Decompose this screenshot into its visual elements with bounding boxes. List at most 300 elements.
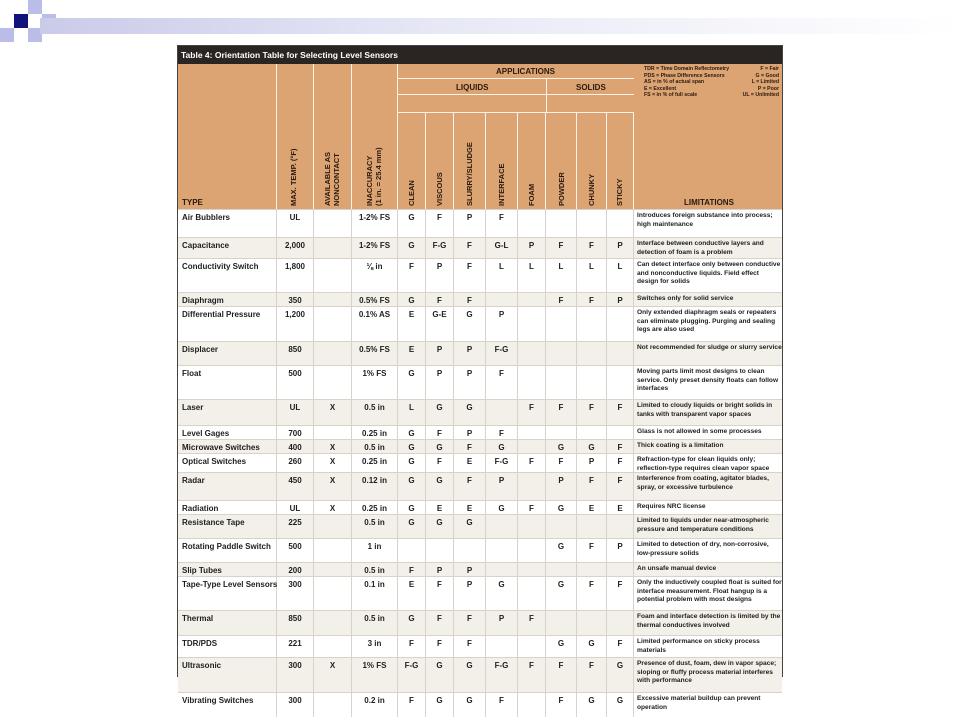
cell-clean: F [398,563,426,576]
cell-viscous: P [426,342,454,365]
cell-slurry [454,539,486,562]
cell-chunky: P [577,454,607,472]
cell-clean: F [398,636,426,657]
cell-interface: G [486,501,518,514]
cell-clean: G [398,515,426,538]
cell-viscous: G [426,693,454,717]
cell-type: Rotating Paddle Switch [178,539,277,562]
cell-viscous [426,539,454,562]
table-row [178,399,782,425]
cell-lim: Interference from coating, agitator blades, spray, or excessive turbulence [637,475,769,491]
table-figure [177,45,783,711]
cell-type: TDR/PDS [178,636,277,657]
cell-interface: F-G [486,658,518,692]
cell-viscous: G-E [426,307,454,341]
cell-slurry: F [454,440,486,453]
cell-powder: F [546,238,577,258]
cell-clean: E [398,307,426,341]
cell-inacc: 0.5% FS [352,293,398,306]
cell-lim: Refraction-type for clean liquids only; reflection-type requires clean vapor space [637,456,770,472]
cell-foam: F [518,454,546,472]
cell-type: Radar [178,473,277,500]
cell-foam [518,426,546,439]
cell-type: Thermal [178,611,277,635]
cell-inacc: 0.5% FS [352,342,398,365]
cell-temp: UL [277,210,314,237]
liquids-label: LIQUIDS [456,83,489,92]
cell-foam [518,577,546,610]
table-row [178,292,782,306]
cell-nc [314,426,352,439]
table-row [178,610,782,635]
cell-slurry: P [454,563,486,576]
cell-nc: X [314,400,352,425]
cell-type: Ultrasonic [178,658,277,692]
table-row [178,538,782,562]
cell-chunky [577,342,607,365]
cell-viscous: F [426,577,454,610]
cell-powder: G [546,636,577,657]
cell-lim: Introduces foreign substance into process; high maintenance [637,212,773,228]
cell-clean: L [398,400,426,425]
cell-slurry: P [454,366,486,399]
cell-sticky: G [607,658,634,692]
cell-nc [314,238,352,258]
cell-inacc: 0.25 in [352,501,398,514]
slide-title-bar [40,18,960,34]
cell-slurry: P [454,577,486,610]
cell-chunky: F [577,658,607,692]
table-row [178,635,782,657]
table-row [178,657,782,692]
cell-foam [518,210,546,237]
cell-inacc: ⅛ in [352,259,398,292]
cell-inacc: 0.1% AS [352,307,398,341]
cell-type: Displacer [178,342,277,365]
table-row [178,472,782,500]
table-row [178,576,782,610]
cell-temp: 700 [277,426,314,439]
cell-interface: F-G [486,454,518,472]
cell-interface [486,539,518,562]
cell-interface: P [486,307,518,341]
legend-row [644,92,779,99]
cell-nc [314,515,352,538]
table-row [178,365,782,399]
cell-temp: UL [277,501,314,514]
cell-type: Tape-Type Level Sensors [178,577,277,610]
cell-nc [314,259,352,292]
cell-sticky: F [607,440,634,453]
cell-chunky: F [577,238,607,258]
cell-lim: Only extended diaphragm seals or repeaters can eliminate plugging. Purging and sealing legs are also used [637,309,777,334]
cell-nc: X [314,454,352,472]
cell-interface: F [486,693,518,717]
cell-chunky: L [577,259,607,292]
cell-foam [518,539,546,562]
cell-powder: F [546,658,577,692]
cell-slurry: F [454,238,486,258]
cell-foam [518,515,546,538]
cell-viscous: F [426,426,454,439]
table-row [178,341,782,365]
table-row [178,306,782,341]
cell-interface: F-G [486,342,518,365]
table-row [178,562,782,576]
cell-lim: An unsafe manual device [637,565,717,572]
table-row [178,209,782,237]
cell-inacc: 0.25 in [352,454,398,472]
cell-powder: G [546,539,577,562]
cell-slurry: F [454,636,486,657]
table-row [178,237,782,258]
cell-inacc: 1 in [352,539,398,562]
cell-interface [486,400,518,425]
cell-sticky [607,563,634,576]
cell-clean [398,539,426,562]
cell-viscous: F [426,636,454,657]
cell-lim: Moving parts limit most designs to clean service. Only preset density floats can follow interfaces [637,368,779,393]
cell-powder: F [546,693,577,717]
column-label-divider [398,112,634,113]
cell-powder [546,307,577,341]
cell-foam [518,307,546,341]
cell-lim: Requires NRC license [637,503,706,510]
cell-inacc: 0.5 in [352,563,398,576]
table-row [178,514,782,538]
cell-type: Microwave Switches [178,440,277,453]
cell-chunky [577,307,607,341]
cell-chunky: G [577,440,607,453]
abbreviation-legend [641,64,782,124]
table-row [178,692,782,717]
cell-foam: P [518,238,546,258]
cell-lim: Thick coating is a limitation [637,442,724,449]
cell-nc [314,539,352,562]
cell-nc [314,210,352,237]
cell-type: Diaphragm [178,293,277,306]
cell-lim: Limited performance on sticky process materials [637,638,760,654]
cell-temp: 300 [277,658,314,692]
cell-powder: G [546,577,577,610]
cell-lim: Only the inductively coupled float is suited for interface measurement. Float hangup is a potential problem with most designs [637,579,782,604]
legend-term: F = Fair [760,66,779,72]
cell-type: Resistance Tape [178,515,277,538]
type-header: TYPE [182,198,203,207]
cell-foam: F [518,400,546,425]
cell-clean: F [398,693,426,717]
cell-clean: G [398,238,426,258]
table-row [178,425,782,439]
cell-powder: G [546,440,577,453]
cell-temp: 225 [277,515,314,538]
cell-inacc: 0.5 in [352,611,398,635]
liquids-solids-divider [398,94,634,95]
cell-inacc: 1-2% FS [352,238,398,258]
legend-term: FS = in % of full scale [644,92,698,98]
cell-inacc: 3 in [352,636,398,657]
inaccuracy-header-2: (1 in. = 25.4 mm) [374,147,383,206]
cell-nc [314,611,352,635]
cell-foam [518,366,546,399]
cell-slurry: G [454,307,486,341]
cell-clean: F-G [398,658,426,692]
cell-slurry: G [454,693,486,717]
inaccuracy-header-1: INACCURACY [365,155,374,206]
cell-clean: G [398,293,426,306]
cell-slurry: F [454,259,486,292]
cell-foam [518,473,546,500]
table-row [178,439,782,453]
cell-chunky: G [577,693,607,717]
cell-chunky [577,426,607,439]
header-type-col [178,64,277,209]
cell-lim: Interface between conductive layers and detection of foam is a problem [637,240,764,256]
legend-term: P = Poor [757,85,779,92]
cell-sticky: P [607,539,634,562]
cell-clean: G [398,611,426,635]
cell-clean: F [398,259,426,292]
cell-foam: L [518,259,546,292]
cell-sticky [607,342,634,365]
cell-powder [546,611,577,635]
cell-temp: 1,800 [277,259,314,292]
cell-lim: Limited to cloudy liquids or bright solids in tanks with transparent vapor spaces [637,402,773,418]
cell-inacc: 0.2 in [352,693,398,717]
cell-powder [546,366,577,399]
powder-header: POWDER [557,172,566,206]
cell-viscous: G [426,473,454,500]
cell-interface: P [486,473,518,500]
cell-temp: 260 [277,454,314,472]
cell-viscous: F-G [426,238,454,258]
cell-chunky [577,366,607,399]
foam-header: FOAM [527,183,536,206]
cell-temp: 450 [277,473,314,500]
cell-viscous: P [426,259,454,292]
cell-lim: Glass is not allowed in some processes [637,428,762,435]
sticky-header: STICKY [615,178,624,206]
cell-viscous: F [426,210,454,237]
cell-nc [314,693,352,717]
cell-type: Conductivity Switch [178,259,277,292]
cell-type: Slip Tubes [178,563,277,576]
cell-interface [486,636,518,657]
cell-clean: G [398,501,426,514]
cell-lim: Switches only for solid service [637,295,734,302]
viscous-header: VISCOUS [435,172,444,206]
cell-interface: G [486,440,518,453]
cell-viscous: E [426,501,454,514]
noncontact-header-2: NONCONTACT [332,153,341,206]
cell-inacc: 1% FS [352,658,398,692]
cell-sticky: F [607,400,634,425]
cell-clean: G [398,440,426,453]
cell-sticky [607,307,634,341]
cell-foam [518,342,546,365]
cell-powder: F [546,293,577,306]
cell-type: Vibrating Switches [178,693,277,717]
cell-chunky [577,210,607,237]
slurry-header: SLURRY/SLUDGE [465,142,474,206]
cell-viscous: G [426,440,454,453]
cell-powder [546,342,577,365]
cell-temp: UL [277,400,314,425]
applications-label: APPLICATIONS [496,67,555,76]
cell-sticky: P [607,293,634,306]
legend-term: AS = in % of actual span [644,79,705,85]
cell-lim: Presence of dust, foam, dew in vapor space; sloping or fluffy process material interferes with performance [637,660,777,685]
cell-temp: 1,200 [277,307,314,341]
cell-foam: F [518,611,546,635]
cell-lim: Excessive material buildup can prevent operation [637,695,761,711]
cell-powder: L [546,259,577,292]
cell-inacc: 0.5 in [352,400,398,425]
cell-temp: 400 [277,440,314,453]
cell-sticky: E [607,501,634,514]
cell-temp: 300 [277,693,314,717]
cell-powder: F [546,400,577,425]
cell-chunky: F [577,400,607,425]
table-header [178,64,782,209]
cell-interface: F [486,210,518,237]
solids-label: SOLIDS [576,83,606,92]
cell-sticky: F [607,577,634,610]
cell-chunky: G [577,636,607,657]
cell-foam: F [518,658,546,692]
cell-slurry: E [454,454,486,472]
cell-inacc: 0.1 in [352,577,398,610]
cell-inacc: 0.5 in [352,440,398,453]
cell-nc [314,293,352,306]
slide-deco-square [28,0,42,14]
cell-chunky [577,611,607,635]
cell-powder: P [546,473,577,500]
cell-foam [518,636,546,657]
cell-viscous: G [426,515,454,538]
cell-viscous: F [426,611,454,635]
cell-type: Optical Switches [178,454,277,472]
cell-clean: E [398,577,426,610]
cell-sticky: F [607,454,634,472]
cell-clean: E [398,342,426,365]
cell-sticky: L [607,259,634,292]
cell-temp: 850 [277,342,314,365]
cell-chunky: E [577,501,607,514]
legend-term: TDR = Time Domain Reflectometry [644,66,730,72]
cell-slurry: G [454,400,486,425]
cell-nc: X [314,440,352,453]
legend-term: L = Limited [751,79,779,85]
cell-interface: F [486,366,518,399]
cell-lim: Can detect interface only between conductive and nonconductive liquids. Field effect design for solids [637,261,781,286]
cell-inacc: 1% FS [352,366,398,399]
cell-nc [314,342,352,365]
cell-sticky [607,611,634,635]
cell-viscous: F [426,293,454,306]
cell-chunky: F [577,539,607,562]
cell-type: Float [178,366,277,399]
cell-type: Capacitance [178,238,277,258]
cell-inacc: 0.5 in [352,515,398,538]
cell-interface [486,293,518,306]
cell-lim: Limited to detection of dry, non-corrosive, low-pressure solids [637,541,769,557]
cell-temp: 850 [277,611,314,635]
cell-temp: 2,000 [277,238,314,258]
cell-lim: Foam and interface detection is limited by the thermal conductives involved [637,613,781,629]
cell-sticky [607,515,634,538]
cell-temp: 200 [277,563,314,576]
cell-nc [314,636,352,657]
cell-clean: G [398,426,426,439]
cell-powder: F [546,454,577,472]
applications-divider [398,78,634,79]
cell-slurry: F [454,611,486,635]
cell-slurry: F [454,293,486,306]
cell-foam [518,693,546,717]
cell-inacc: 0.12 in [352,473,398,500]
max-temp-header: MAX. TEMP. (°F) [289,148,298,206]
cell-nc [314,563,352,576]
cell-type: Air Bubblers [178,210,277,237]
cell-lim: Not recommended for sludge or slurry service [637,344,782,351]
cell-viscous: P [426,563,454,576]
cell-type: Laser [178,400,277,425]
cell-interface: L [486,259,518,292]
cell-powder [546,210,577,237]
subgroup-divider [546,78,547,112]
cell-nc: X [314,501,352,514]
cell-viscous: F [426,454,454,472]
cell-clean: G [398,366,426,399]
cell-slurry: F [454,473,486,500]
cell-nc [314,366,352,399]
cell-sticky: P [607,238,634,258]
interface-header: INTERFACE [497,163,506,206]
cell-sticky: G [607,693,634,717]
table-row [178,453,782,472]
cell-chunky: F [577,293,607,306]
cell-temp: 300 [277,577,314,610]
cell-sticky: F [607,473,634,500]
cell-inacc: 1-2% FS [352,210,398,237]
cell-nc: X [314,658,352,692]
cell-lim: Limited to liquids under near-atmospheric pressure and temperature conditions [637,517,769,533]
clean-header: CLEAN [407,180,416,206]
cell-inacc: 0.25 in [352,426,398,439]
cell-foam [518,563,546,576]
cell-clean: G [398,210,426,237]
legend-term: G = Good [755,72,779,79]
cell-interface: F [486,426,518,439]
cell-sticky [607,366,634,399]
cell-sticky: F [607,636,634,657]
cell-sticky [607,426,634,439]
cell-chunky: F [577,473,607,500]
cell-foam [518,293,546,306]
cell-powder [546,515,577,538]
legend-term: UL = Unlimited [742,92,779,98]
cell-slurry: G [454,658,486,692]
chunky-header: CHUNKY [587,173,596,206]
cell-nc: X [314,473,352,500]
legend-term: E = Excellent [644,85,677,92]
cell-chunky [577,563,607,576]
cell-interface [486,515,518,538]
cell-slurry: P [454,426,486,439]
cell-chunky: F [577,577,607,610]
cell-temp: 221 [277,636,314,657]
